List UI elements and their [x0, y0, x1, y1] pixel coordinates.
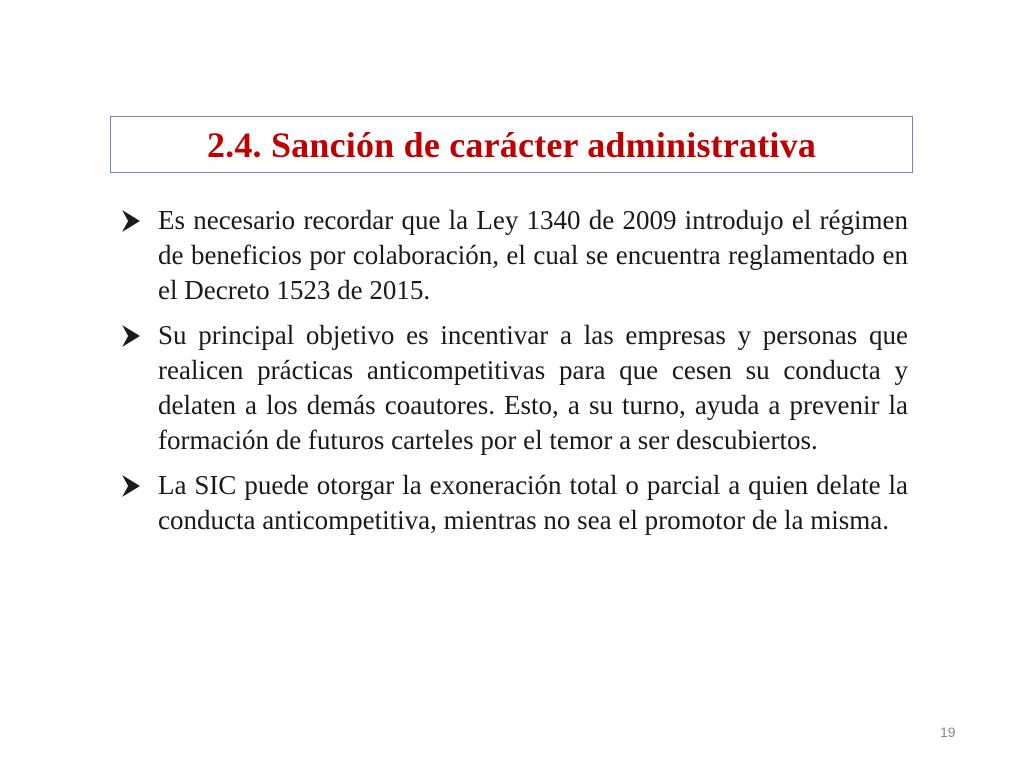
bullet-list	[120, 203, 908, 548]
arrow-bullet-icon	[120, 208, 142, 234]
bullet-text: Su principal objetivo es incentivar a las empresas y personas que realicen prácticas anticompetitivas para que cesen su conducta y delaten a los demás coautores. Esto, a su turno, ayuda a prevenir la formación de futuros carteles por el temor a ser descubiertos.	[158, 320, 908, 455]
bullet-item	[120, 203, 908, 308]
bullet-item	[120, 318, 908, 458]
bullet-item	[120, 468, 908, 538]
bullet-text: Es necesario recordar que la Ley 1340 de 2009 introdujo el régimen de beneficios por colaboración, el cual se encuentra reglamentado en el Decreto 1523 de 2015.	[158, 205, 908, 305]
slide-title: 2.4. Sanción de carácter administrativa	[206, 124, 817, 165]
title-box	[110, 116, 913, 173]
arrow-bullet-icon	[120, 473, 142, 499]
arrow-bullet-icon	[120, 323, 142, 349]
page-number: 19	[940, 724, 956, 740]
bullet-text: La SIC puede otorgar la exoneración total o parcial a quien delate la conducta anticompetitiva, mientras no sea el promotor de la misma.	[158, 470, 908, 535]
